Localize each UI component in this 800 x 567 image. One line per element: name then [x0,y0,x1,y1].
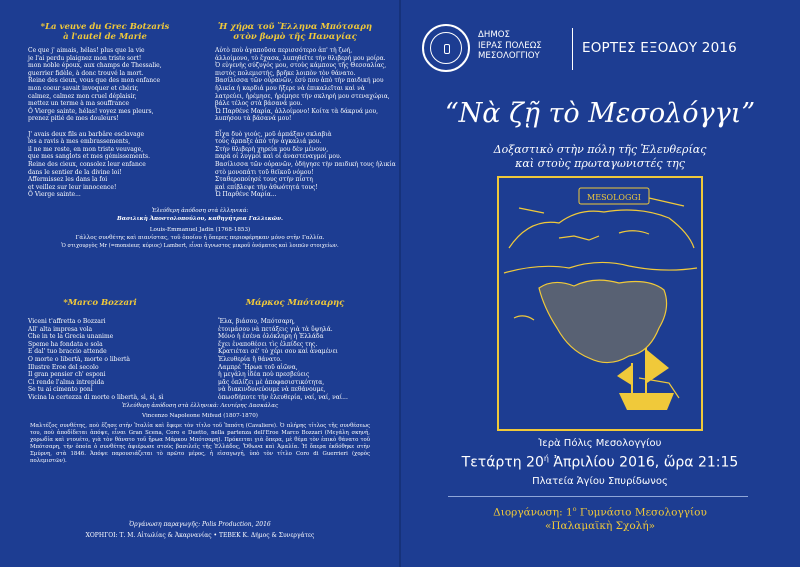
poem2-gr-line: μᾶς ὀπλίζει μὲ ἀποφασιστικότητα, [218,378,325,386]
poem2-it-line: Speme ha fondata e sola [28,340,103,348]
poem2-it-line: Illustre Eroe del secolo [28,363,99,371]
poem2-it-line: Che in te la Grecia unanime [28,333,114,341]
poem2-gr-line: Μόνο ἡ ἐσένα ὁλόκληρη ἡ Ἑλλάδα [218,333,324,341]
poem2-composer-paragraph: Μαλτέζος συνθέτης, ποὺ ἔζησε στὴν Ἰταλία καὶ ἔφερε τὸν τίτλο τοῦ Ἱππότη (Cavaliere). Ὁ πλήρης τίτλος τῆς συνθέσεως του, ποὺ ἀποδίδεται ἀπόψε, εἶναι Gran Scena, Coro e Duetto, nella partenza dell'Eroe Marco Bozzari (Μεγάλη σκηνή, χορωδία καὶ ντουέτο, γιὰ τὸν θάνατο τοῦ ἥρωα Μάρκου Μπότσαρη). Πρόκειται γιὰ ὄπερα, μὲ θέμα τὸν ἐπικὸ θάνατο τοῦ Μπότσαρη, τὴν ὁποία ὁ συνθέτης ἀφιέρωσε στοὺς βασιλεῖς τῆς Ἑλλάδος, Ὄθωνα καὶ Ἀμαλία. Ἡ ὄπερα ἐκδόθηκε στὴν Σμύρνη, στὰ 1846. Ἀπόψε παρουσιάζεται τὸ πρῶτο μέρος, ἡ εἰσαγωγή, ὑπὸ τὸν τίτλο Coro di Guerrieri (χορὸς πολεμιστῶν). [30,423,370,464]
production-credit: Ὀργάνωση παραγωγῆς: Polis Production, 2016 [129,521,271,528]
footer-divider [448,496,748,497]
event-date: Τετάρτη $20^ή$ Ἀπριλίου 2016, ὥρα 21:15 [461,454,739,471]
poem2-gr-line: ἐτοιμάσου νὰ πετάξεις γιὰ τὰ ὕψηλά. [218,325,333,333]
poem1-gr-line: βάλε τέλος στὰ βάσανά μου. [215,100,303,108]
poem2-title-it: *Marco Bozzari [63,298,137,308]
poem1-fr-line: calmez, calmez mon cruel déplaisir, [28,92,137,100]
poem1-gr-line: πιστὸς πολεμιστής, βρῆκε λοιπὸν τὸν θάνατο. [215,69,356,77]
poem2-gr-line: ἔχει ἐναποθέσει τὶς ἐλπίδες της. [218,340,318,348]
poem2-it-line: Ci rende l'alma intrepida [28,378,105,386]
festival-title: ΕΟΡΤΕΣ ΕΞΟΔΟΥ 2016 [582,40,737,56]
poem2-gr-line: ὁπωσδήποτε τὴν ἐλευθερία, ναί, ναί, ναί... [218,394,348,401]
poem2-title-gr: Μάρκος Μπότσαρης [245,298,345,308]
poem1-credit-translation: Ἐλεύθερη ἀπόδοση στὰ ἑλληνικά: [151,208,249,214]
poem1-gr-line: στὸ μονοπάτι τοῦ θεϊκοῦ νόμου! [215,168,314,176]
map-drawing [499,178,701,429]
event-place: Πλατεία Ἁγίου Σπυρίδωνος [532,476,668,487]
header-divider [572,28,573,70]
poem2-gr-line: Ἐλευθερία ἢ θάνατο. [218,356,282,363]
map-label: MESOLOGGI [587,193,641,202]
poem1-fr-line: que mes sanglots et mes gémissements. [28,153,150,161]
poem1-title-gr: Ἡ χήρα τοῦ Ἕλληνα Μπότσαρη στὸν βωμὸ τῆς Παναγίας [217,22,373,42]
organizer-line: Διοργάνωση: $1^o$ Γυμνάσιο Μεσολογγίου [493,505,707,519]
poem1-fr-line: guerrier fidèle, à donc trouvé la mort. [28,69,144,77]
sponsors-line: ΧΟΡΗΓΟΙ: Τ. Μ. Αἰτωλίας & Ἀκαρνανίας • ΤΕΒΕΚ Κ. Δήμος & Συνεργάτες [85,532,315,539]
poem2-it-line: Il gran pensier ch' esponi [28,371,106,379]
poem1-fr-line: prenez pitié de mes douleurs! [28,115,119,123]
poem1-credit-translator: Βασιλικὴ Ἀποστολοπούλου, καθηγήτρια Γαλλικῶν. [117,216,283,222]
poem1-gr-line: Εἶχα δυὸ γιούς, μοῦ ἁρπάξαν σκλαβιὰ [215,130,332,138]
poem1-gr-line: Σταθεροποίησέ τους στὴν πίστη [215,176,313,184]
poem1-gr-line: Ὁ εὐγενὴς σύζυγός μου, στοὺς κάμπους τῆς Θεσσαλίας, [215,62,387,70]
poem1-fr-line: mettez un terme à ma souffrance [28,100,129,108]
poem1-fr-line: dans le sentier de la divine loi! [28,168,122,176]
subtitle-line-2: καὶ στοὺς πρωταγωνιστές της [515,157,685,170]
poem1-title-fr: *La veuve du Grec Botzaris à l'autel de Marie [40,22,170,42]
poem1-gr-line: Ὦ Παρθένε Μαρία, ἀλλοίμονο! Κοίτα τὰ δάκρυά μου, [215,107,378,115]
poem1-fr-line: Ce que j' aimais, hélas! plus que la vie [28,47,145,54]
poem1-fr-line: et veillez sur leur innocence! [28,183,117,191]
poem1-gr-line: ἡλικία ἡ καρδιά μου ἤξερε νὰ ἐπικαλεῖται καὶ νὰ [215,85,365,92]
poem1-gr-line: λυπήσου τὰ βάσανά μου! [215,115,292,123]
poem1-fr-line: Reine des cieux, consolez leur enfance [28,161,146,168]
poem1-fr-line: les a ravis à mes embrassements, [28,138,131,146]
poem1-gr-line: Βασίλισσα τῶν οὐρανῶν, ὁδήγησε τὴν παιδικὴ τους ἡλικία [215,161,396,168]
municipality-crest-icon [422,24,470,72]
poem1-fr-line: je l'ai perdu plaignez mon triste sort! [28,54,142,62]
poem1-fr-line: mon coeur savait invoquer et chérir, [28,85,139,92]
subtitle-line-1: Δοξαστικὸ στὴν πόλη τῆς Ἐλευθερίας [493,143,707,156]
poem2-composer: Vincenzo Napoleone Mifsud (1807-1870) [142,413,258,419]
poem1-gr-line: λατρεύει, ἡρέμησε, ἡρέμησε τὴν σκληρή μου στεναχώρια, [215,92,390,100]
poem2-credit-translation: Ἐλεύθερη ἀπόδοση στὰ ἑλληνικά: Λευτέρης Δασκάλας [121,403,279,409]
poem2-gr-line: νὰ διακινδυνεύουμε νὰ πεθάνουμε, [218,386,326,394]
poem1-gr-line: ἀλλοίμονο, τὸ ἔχασα, λυπηθεῖτε τὴν θλιβερή μου μοίρα. [215,54,386,62]
poem1-fr-line: mon noble époux, aux champs de Thessalie, [28,62,162,70]
poem1-composer-bio: Γάλλος συνθέτης καὶ πιανίστας, τοῦ ὁποίου ἡ ὄπερες περιοφέρηκαν μόνο στὴν Γαλλία. [75,235,325,241]
poem1-gr-line: Αὐτὸ ποὺ ἀγαποῦσα περισσότερο ἀπ' τὴ ζωή, [215,47,353,54]
poem1-composer: Louis-Emmanuel Jadin (1768-1853) [149,227,251,233]
poem1-gr-line: Βασίλισσα τῶν οὐρανῶν, ἐσύ που ἀπὸ τὴν παιδική μου [215,77,384,85]
poem2-it-line: E dal' tuo braccio attende [28,348,107,356]
organizer-school: «Παλαμαϊκὴ Σχολή» [544,520,656,532]
main-title: “Νὰ ζῇ τὸ Μεσολόγγι” [444,98,756,129]
poem1-fr-line: J' avais deux fils au barbâre esclavage [28,130,145,138]
poem1-gr-line: Στὴν θλιβερὴ χηρεία μου δὲν μένουν, [215,145,329,153]
poem2-gr-line: Λαμπρέ Ἥρωα τοῦ αἰῶνα, [218,363,298,371]
poem1-fr-line: il ne me reste, en mon triste veuvage, [28,145,144,153]
municipality-name: ΔΗΜΟΣ ΙΕΡΑΣ ΠΟΛΕΩΣ ΜΕΣΟΛΟΓΓΙΟΥ [478,30,542,61]
poem2-it-line: Vicina la certezza di morte o libertà, sì, sì, sì [28,394,164,401]
poem2-it-line: All' alta impresa vola [28,325,93,333]
poem2-it-line: O morte o libertà, morte o libertà [28,356,130,363]
poem1-fr-line: Reine des cieux, vous que des mon enfance [28,77,161,85]
poem1-fr-line: Affermissez les dans la foi [28,176,108,184]
poem1-lyricist: Ὁ στιχουργὸς Mr (=monsieur, κύριος) Lambert, εἶναι ἄγνωστος μικροῦ ὀνόματος καὶ λοιπῶν στοιχείων. [61,243,339,249]
poem1-fr-line: Ô Vierge sainte, hélas! voyez mes pleurs, [28,107,154,115]
poem2-gr-line: Ἔλα, βιάσου, Μπότσαρη, [218,318,295,325]
city-name: Ἱερὰ Πόλις Μεσολογγίου [538,438,662,449]
poem1-gr-line: καὶ επίβλεψε τὴν ἀθωότητά τους! [215,183,318,191]
mesolongi-map-illustration [497,176,703,431]
poem2-it-line: Se tu ai cimento poni [28,386,93,394]
poem1-gr-line: Ὦ Παρθένε Μαρία... [215,191,277,199]
poem1-fr-line: Ô Vierge sainte... [28,191,81,199]
poem2-gr-line: ἡ μεγάλη ἰδέα ποὺ πρεσβεύεις [218,371,310,379]
poem1-gr-line: παρὰ οἱ λυγμοὶ καὶ οἱ ἀναστεναγμοί μου. [215,153,342,161]
poem2-gr-line: Κρατιέται σὲ' τὸ χέρι σου καὶ ἀναμένει [218,348,338,356]
poem2-it-line: Viceni t'affretta o Bozzari [28,318,106,325]
poem1-gr-line: τοὺς ἅρπαξε ἀπὸ τὴν ἀγκαλιά μου. [215,138,322,146]
